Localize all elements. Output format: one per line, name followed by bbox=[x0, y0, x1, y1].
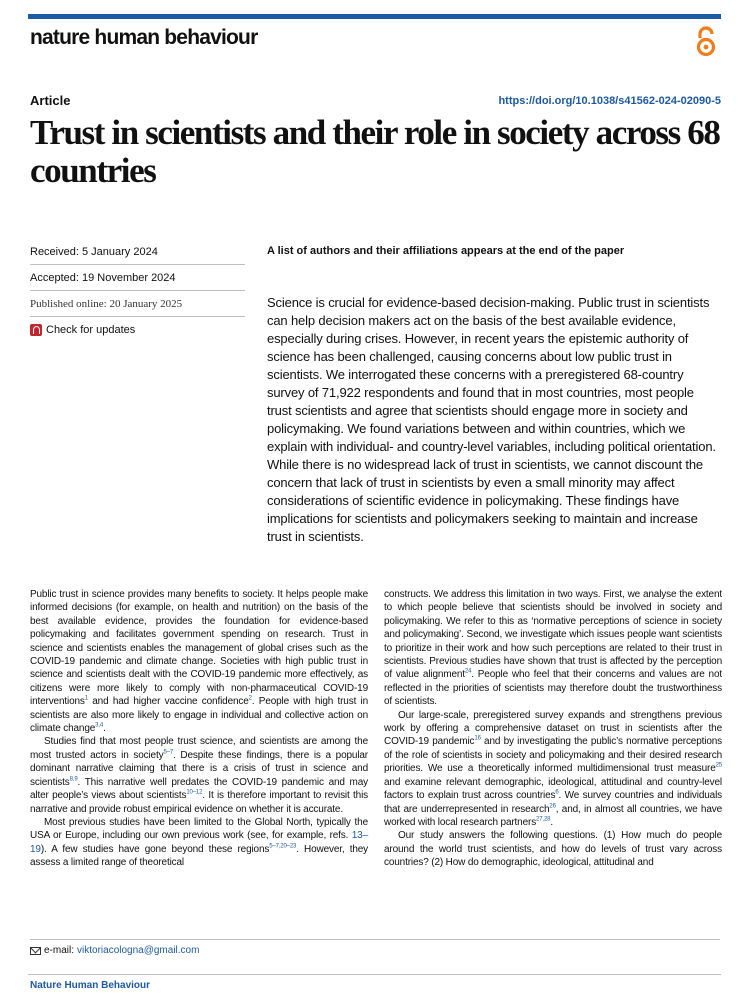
email-label: e-mail: bbox=[44, 945, 75, 956]
paragraph: Public trust in science provides many benefits to society. It helps people make informed decisions (for example, on health and nutrition) on the basis of the best available evidence, provides the foundation for evidence-based policymaking and facilitates government spending on research. Trust in science and scientists enables the management of global crises such as the COVID-19 pandemic and climate change. Societies with high public trust in science and scientists dealt with the COVID-19 pandemic more effectively, as citizens were more likely to comply with non-pharmaceutical COVID-19 interventions$^1$ and had higher vaccine confidence$^2$. People with high trust in scientists are also more likely to engage in individual and collective action on climate change$^{3,4}$. bbox=[30, 589, 368, 735]
citation[interactable]: 25 bbox=[715, 762, 722, 769]
citation[interactable]: 13–19 bbox=[30, 830, 368, 855]
open-access-icon bbox=[694, 26, 718, 58]
check-updates-label: Check for updates bbox=[46, 324, 136, 336]
top-accent-bar bbox=[28, 14, 721, 19]
doi-link[interactable]: https://doi.org/10.1038/s41562-024-02090-5 bbox=[498, 95, 721, 107]
citation[interactable]: 3,4 bbox=[95, 722, 104, 729]
divider bbox=[30, 290, 245, 291]
footnote-divider bbox=[30, 939, 720, 940]
citation[interactable]: 24 bbox=[464, 669, 472, 676]
citation[interactable]: 6 bbox=[555, 789, 559, 796]
divider bbox=[30, 316, 245, 317]
paragraph: constructs. We address this limitation in two ways. First, we analyse the extent to which people believe that scientists should be involved in society and policymaking. We refer to this as ‘normative perceptions of science in society and policymaking’. Second, we investigate which issues people want scientists to prioritize in their work and how such perceptions are related to their trust in scientists. Previous studies have shown that trust is affected by the perception of value alignment$^{24}$. People who feel that their concerns and values are not reflected in the priorities of scientists may therefore doubt the trustworthiness of scientists. bbox=[384, 589, 722, 708]
received-date: Received: 5 January 2024 bbox=[30, 246, 158, 258]
affiliations-note: A list of authors and their affiliations appears at the end of the paper bbox=[267, 245, 625, 257]
citation[interactable]: 8,9 bbox=[69, 776, 78, 783]
footer-journal-name: Nature Human Behaviour bbox=[30, 980, 151, 991]
accepted-date: Accepted: 19 November 2024 bbox=[30, 272, 176, 284]
correspondence-email bbox=[30, 945, 199, 956]
citation[interactable]: 1 bbox=[84, 695, 88, 702]
article-title: Trust in scientists and their role in society across 68 countries bbox=[30, 113, 720, 190]
citation[interactable]: 5–7,20–23 bbox=[269, 843, 297, 850]
paragraph: Most previous studies have been limited to the Global North, typically the USA or Europe, including our own previous work (see, for example, refs. 13–19). A few studies have gone beyond these regions$^{5-7,20-23}$. However, they assess a limited range of theoretical bbox=[30, 816, 368, 869]
journal-name: nature human behaviour bbox=[30, 26, 258, 49]
citation[interactable]: 2 bbox=[248, 695, 252, 702]
footer-divider bbox=[28, 974, 721, 975]
paragraph: Our study answers the following questions. (1) How much do people around the world trust scientists, and how do levels of trust vary across countries? (2) How do demographic, ideological, attitudinal and bbox=[384, 830, 722, 869]
paragraph: Studies find that most people trust science, and scientists are among the most trusted actors in society$^{5-7}$. Despite these findings, there is a popular dominant narrative claiming that there is a crisis of trust in science and scientists$^{8,9}$. This narrative well predates the COVID-19 pandemic and may alter people’s views about scientists$^{10-12}$. It is therefore important to revisit this narrative and provide robust empirical evidence on whether it is accurate. bbox=[30, 736, 368, 815]
published-date: Published online: 20 January 2025 bbox=[30, 298, 183, 310]
check-for-updates[interactable] bbox=[30, 324, 135, 336]
paragraph: Our large-scale, preregistered survey expands and strengthens previous work by offering a comprehensive dataset on trust in scientists after the COVID-19 pandemic$^{16}$ and by investigating the public’s normative perceptions of the role of scientists in society and policymaking and their desired research priorities. We use a theoretically informed multidimensional trust measure$^{25}$ and examine relevant demographic, ideological, attitudinal and country-level factors to explain trust across countries$^6$. We survey countries and individuals that are underrepresented in research$^{26}$, and, in almost all countries, we have worked with local research partners$^{27,28}$. bbox=[384, 709, 723, 828]
check-updates-icon bbox=[30, 324, 42, 336]
body-column-left bbox=[30, 588, 368, 870]
mail-icon bbox=[30, 947, 41, 955]
body-column-right bbox=[384, 588, 722, 870]
citation[interactable]: 27,28 bbox=[536, 816, 551, 823]
citation[interactable]: 26 bbox=[549, 803, 556, 810]
citation[interactable]: 10–12 bbox=[186, 789, 203, 796]
citation[interactable]: 16 bbox=[474, 736, 481, 743]
email-link[interactable]: viktoriacologna@gmail.com bbox=[77, 945, 200, 956]
citation[interactable]: 5–7 bbox=[163, 749, 174, 756]
abstract: Science is crucial for evidence-based decision-making. Public trust in scientists can help decision makers act on the basis of the best available evidence, especially during crises. However, in recent years the epistemic authority of science has been challenged, causing concerns about low public trust in scientists. We interrogated these concerns with a preregistered 68-country survey of 71,922 respondents and found that in most countries, most people trust scientists and agree that scientists should engage more in society and policymaking. We found variations between and within countries, which we explain with individual- and country-level variables, including political orientation. While there is no widespread lack of trust in scientists, we cannot discount the concern that lack of trust in scientists by even a small minority may affect considerations of scientific evidence in policymaking. These findings have implications for scientists and policymakers seeking to maintain and increase trust in scientists. bbox=[267, 295, 716, 544]
divider bbox=[30, 264, 245, 265]
article-type: Article bbox=[30, 93, 71, 108]
